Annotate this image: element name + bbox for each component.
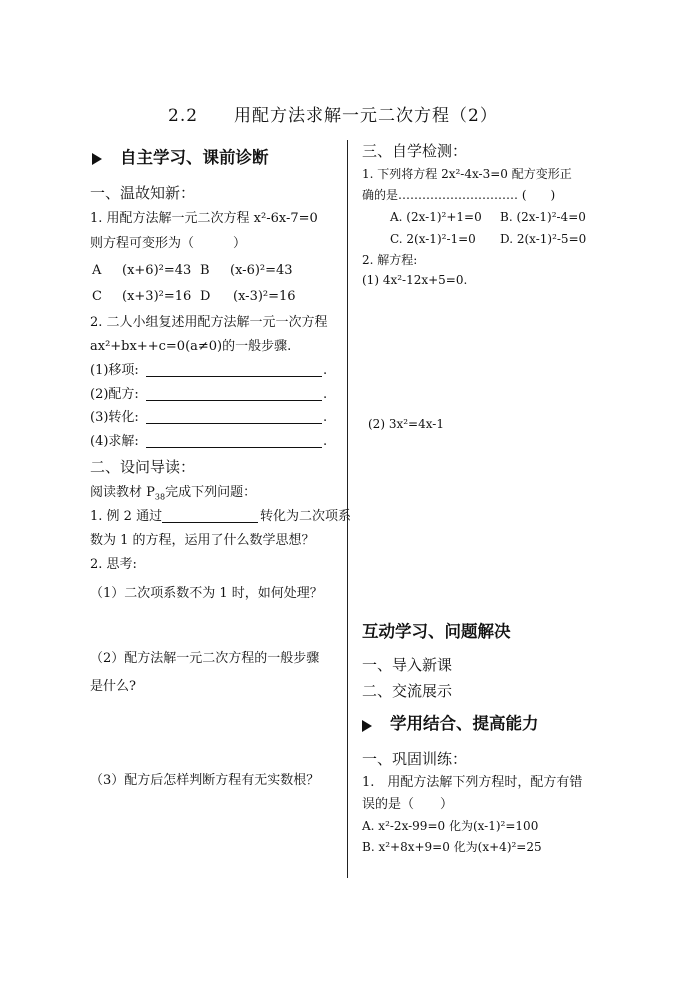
step2-label: (2)配方: — [90, 387, 139, 402]
example-line1-end: 转化为二次项系 — [260, 509, 352, 524]
consolidate1-option-a: A. x²-2x-99=0 化为(x-1)²=100 — [362, 819, 539, 833]
arrow-bullet-icon — [362, 720, 372, 732]
test1-line2: 确的是………………………… ( ) — [362, 188, 556, 202]
page-title: 2.2 用配方法求解一元二次方程（2） — [168, 106, 498, 126]
question2-line1: 2. 二人小组复述用配方法解一元一次方程 — [90, 315, 328, 330]
example-line1-start: 1. 例 2 通过 — [90, 509, 163, 524]
arrow-bullet-icon — [92, 153, 102, 165]
step3-period: . — [323, 410, 328, 425]
step3-blank[interactable] — [146, 411, 322, 424]
step2-blank[interactable] — [146, 388, 322, 401]
option-a-label: A — [92, 263, 102, 278]
think-question3: （3）配方后怎样判断方程有无实数根？ — [90, 773, 320, 788]
option-b-label: B — [200, 263, 210, 278]
exchange-heading: 二、交流展示 — [362, 682, 453, 700]
section-heading-apply: 学用结合、提高能力 — [390, 714, 539, 733]
think-question2-line2: 是什么? — [90, 679, 136, 694]
step3-label: (3)转化: — [90, 410, 139, 425]
import-heading: 一、导入新课 — [362, 656, 453, 674]
consolidate1-line2: 误的是（ ） — [362, 797, 454, 812]
step2-period: . — [323, 387, 328, 402]
step1-label: (1)移项: — [90, 363, 139, 378]
question1-line2: 则方程可变形为（ ） — [90, 236, 247, 251]
think-question2-line1: （2）配方法解一元二次方程的一般步骤 — [90, 651, 320, 666]
step1-blank[interactable] — [146, 364, 322, 377]
step4-label: (4)求解: — [90, 434, 139, 449]
think-heading: 2. 思考: — [90, 557, 137, 572]
test1-line1: 1. 下列将方程 2x²-4x-3=0 配方变形正 — [362, 167, 572, 181]
consolidate-heading: 一、巩固训练： — [362, 750, 468, 768]
review-heading: 一、温故知新： — [90, 184, 196, 202]
test1-option-a: A. (2x-1)²+1=0 — [390, 210, 482, 224]
option-d: (x-3)²=16 — [233, 289, 296, 304]
consolidate1-line1: 1. 用配方法解下列方程时，配方有错 — [362, 775, 583, 790]
example-line2: 数为 1 的方程，运用了什么数学思想？ — [90, 533, 315, 548]
consolidate1-option-b: B. x²+8x+9=0 化为(x+4)²=25 — [362, 840, 542, 854]
option-a: (x+6)²=43 — [122, 263, 192, 278]
think-question1: （1）二次项系数不为 1 时，如何处理？ — [90, 586, 323, 601]
question2-line2: ax²+bx++c=0(a≠0)的一般步骤. — [90, 339, 292, 354]
option-d-label: D — [200, 289, 211, 304]
example-blank[interactable] — [162, 510, 258, 523]
step4-blank[interactable] — [146, 435, 322, 448]
test1-option-b: B. (2x-1)²-4=0 — [500, 210, 586, 224]
step4-period: . — [323, 434, 328, 449]
option-c-label: C — [92, 289, 102, 304]
read-instruction: 阅读教材 $P_{38}$完成下列问题： — [90, 485, 257, 502]
self-test-heading: 三、自学检测： — [362, 142, 468, 160]
section-heading-self-study: 自主学习、课前诊断 — [120, 148, 269, 167]
test2-equation1: (1) 4x²-12x+5=0. — [362, 273, 468, 287]
question1-line1: 1. 用配方法解一元二次方程 x²-6x-7=0 — [90, 211, 318, 226]
option-c: (x+3)²=16 — [122, 289, 192, 304]
test1-option-c: C. 2(x-1)²-1=0 — [390, 232, 476, 246]
section-heading-interact: 互动学习、问题解决 — [362, 622, 511, 641]
test1-option-d: D. 2(x-1)²-5=0 — [500, 232, 587, 246]
option-b: (x-6)²=43 — [230, 263, 293, 278]
step1-period: . — [323, 363, 328, 378]
guide-heading: 二、设问导读： — [90, 458, 196, 476]
test2-heading: 2. 解方程: — [362, 253, 418, 267]
test2-equation2: (2) 3x²=4x-1 — [368, 417, 444, 431]
